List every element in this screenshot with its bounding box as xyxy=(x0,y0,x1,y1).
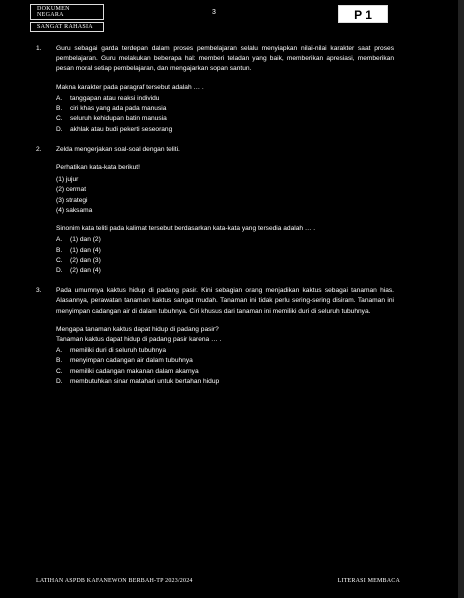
footer-left: LATIHAN ASPDB KAFANEWON BERBAH-TP 2023/2024 xyxy=(36,578,193,584)
question-number: 2. xyxy=(36,145,42,153)
option-c[interactable]: C. (2) dan (3) xyxy=(56,256,101,264)
option-list xyxy=(56,235,394,276)
question-3 xyxy=(36,286,394,387)
option-d[interactable]: D. akhlak atau budi pekerti seseorang xyxy=(56,125,173,133)
option-d[interactable]: D. (2) dan (4) xyxy=(56,266,101,274)
question-1 xyxy=(36,44,394,135)
word-list xyxy=(56,175,394,216)
option-list xyxy=(56,346,394,387)
word-item: (3) strategi xyxy=(56,196,88,204)
option-c[interactable]: C. memiliki cadangan makanan dalam akarnya xyxy=(56,367,199,375)
option-b[interactable]: B. ciri khas yang ada pada manusia xyxy=(56,105,167,113)
page-number: 3 xyxy=(212,9,216,16)
option-b[interactable]: B. (1) dan (4) xyxy=(56,246,101,254)
word-item: (4) saksama xyxy=(56,206,93,214)
question-stem: Sinonim kata teliti pada kalimat tersebut berdasarkan kata-kata yang tersedia adalah … . xyxy=(56,225,316,233)
question-list xyxy=(36,44,394,397)
option-d[interactable]: D. membutuhkan sinar matahari untuk bertahan hidup xyxy=(56,377,220,385)
question-number: 1. xyxy=(36,45,42,52)
option-c[interactable]: C. seluruh kehidupan batin manusia xyxy=(56,115,167,123)
secret-label: SANGAT RAHASIA xyxy=(30,22,104,32)
option-list xyxy=(56,94,394,135)
footer-right: LITERASI MEMBACA xyxy=(337,578,400,584)
option-a[interactable]: A. memiliki duri di seluruh tubuhnya xyxy=(56,347,167,355)
question-stem: Tanaman kaktus dapat hidup di padang pasir karena … . xyxy=(56,336,222,344)
question-2 xyxy=(36,145,394,276)
question-passage: Pada umumnya kaktus hidup di padang pasir. Kini sebagian orang menjadikan kaktus sebagai tanaman hias. Alasannya, perawatan tanaman kaktus sangat mudah. Tanaman ini tidak perlu sering-sering disiram. Tanaman ini menyimpan cadangan air di dalam tubuhnya. Ciri khusus dari tanaman ini memiliki duri di seluruh tubuhnya. xyxy=(56,287,394,315)
option-a[interactable]: A. (1) dan (2) xyxy=(56,236,101,244)
packet-badge: P 1 xyxy=(338,5,388,23)
page-edge xyxy=(458,0,464,598)
option-a[interactable]: A. tanggapan atau reaksi individu xyxy=(56,94,160,102)
question-passage: Guru sebagai garda terdepan dalam proses pembelajaran selalu menyiapkan nilai-nilai karakter saat proses pembelajaran. Guru melakukan beberapa hal: memberi teladan yang baik, memberikan apresiasi, memberikan pesan moral setiap pembelajaran, dan mengajarkan sopan santun. xyxy=(56,45,394,73)
question-text: Mengapa tanaman kaktus dapat hidup di padang pasir? xyxy=(56,325,219,333)
question-passage: Zelda mengerjakan soal-soal dengan teliti. xyxy=(56,145,180,153)
word-item: (2) cermat xyxy=(56,186,87,194)
option-b[interactable]: B. menyimpan cadangan air dalam tubuhnya xyxy=(56,357,193,365)
document-header xyxy=(30,4,104,34)
question-instruction: Perhatikan kata-kata berikut! xyxy=(56,163,140,171)
question-number: 3. xyxy=(36,287,42,295)
document-footer xyxy=(36,578,400,584)
doc-label: DOKUMEN NEGARA xyxy=(30,4,104,20)
question-stem: Makna karakter pada paragraf tersebut adalah … . xyxy=(56,83,204,91)
word-item: (1) jujur xyxy=(56,176,79,184)
